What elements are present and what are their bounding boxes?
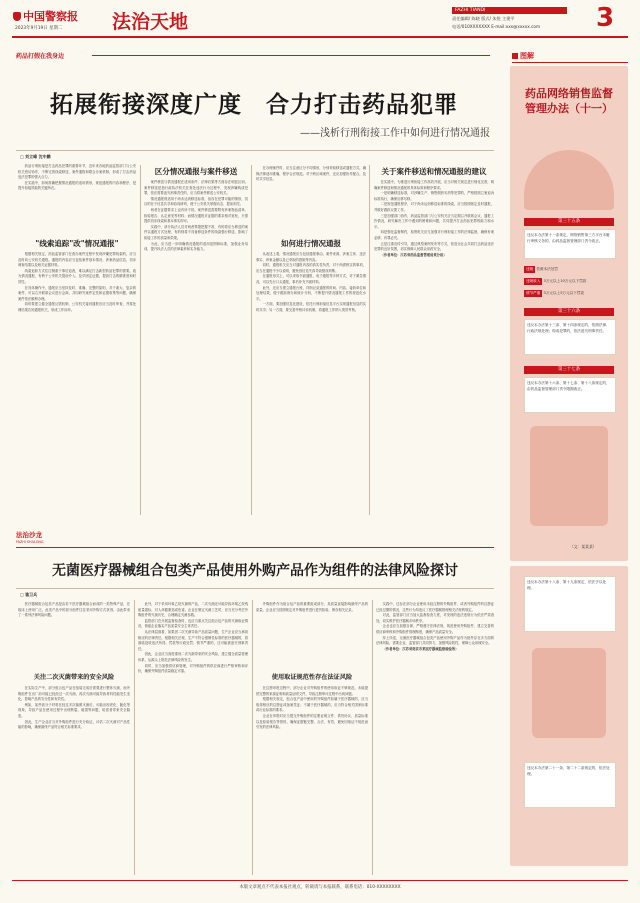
top-section-rule	[92, 55, 490, 56]
sidebar-item-text: 违反本办法第十三条、第十四条规定的，依照法律、行政法规处理；构成犯罪的，依法追究刑事责任。	[524, 319, 616, 355]
sidebar-panel	[510, 566, 628, 866]
masthead-logo	[13, 8, 103, 22]
bottom-section-label: 法治沙龙	[16, 531, 42, 539]
editors-line: 责任编辑/ 陈晓 版式/ 朱悦 主建平	[452, 16, 515, 21]
article-title: 拓展衔接深度广度 合力打击药品犯罪	[50, 92, 458, 118]
column-divider	[134, 600, 135, 875]
article-column: 在办理案件时，应当注意区分不同情形，分别采取移送或通报方式，确保法律适用准确，程序合法规范。对于跨区域案件，还应加强协作配合，及时共享信息。	[256, 166, 366, 182]
sidebar-title: 药品网络销售监督管理办法（十一）	[525, 87, 613, 115]
byline-rule	[16, 588, 494, 589]
paper-name: 中国警察报	[23, 10, 78, 23]
article-column: 医疗器械组合包类产品是由若干医疗器械组合而成的一类特殊产品，在临床上使用广泛。此类产品中的部分组件往往采用外购方式获得，由此带来了一系列法律风险问题。	[18, 602, 130, 618]
penalty-row	[524, 290, 624, 297]
illustration	[524, 150, 614, 210]
page-number: 3	[596, 3, 615, 33]
article-column: 在注册申报过程中，部分企业对外购组件的使用取证不够规范，未能提供完整的来源证明和质量证明文件，导致注册审评过程中出现问题。 根据相关规定，组合包产品中使用的外购组件如属于医疗器械的，应当取得相应的注册证或备案凭证；不属于医疗器械的，应当符合相关国家标准或行业标准的要求。 企业在申报时应当提交外购组件的注册证明文件、供货协议、质量标准以及检验报告等资料，确保证据链完整、合法、有效，避免因取证不规范而引发的法律风险。	[256, 686, 368, 730]
sidebar-credit: （文：某某某）	[570, 544, 597, 549]
author-note: （作者单位：江苏省药品监督管理局某分局）	[380, 252, 447, 257]
sidebar-item-label: 第三十五条	[524, 218, 614, 226]
severe-tag: 情节严重	[526, 291, 541, 295]
article-byline: □ 刘立峰 沈中鹏	[20, 154, 51, 159]
penalty-text: 3万元以上5万元以下罚款	[543, 291, 585, 295]
contact-line: 电话/010XXXXXXX E-mail:xxx@xxxxx.com	[452, 24, 541, 29]
sidebar-item-label: 第三十七条	[524, 366, 614, 374]
article-title: 无菌医疗器械组合包类产品使用外购产品作为组件的法律风险探讨	[52, 563, 458, 579]
column-divider	[140, 165, 141, 515]
violation-tag: 违规	[526, 267, 534, 271]
bottom-section-label-en: FAZHI SHALONG	[16, 540, 44, 544]
column-divider	[372, 600, 373, 875]
subhead: 关注二次灭菌带来的安全风险	[33, 674, 115, 681]
subhead: 关于案件移送和情况通报的建议	[381, 167, 487, 176]
sidebar-label: 图解	[512, 51, 628, 61]
section-title-en: FAZHI TIANDI	[452, 7, 567, 14]
article-column: 实践中，还存在部分企业使用未经注册的外购组件、或者外购组件的注册证已经过期的情况，这些行为均违反了医疗器械管理相关法规的规定。 对此，监管部门应当加大监督检查力度，对发现的违法违规行为依法严肃查处，切实维护医疗器械市场秩序。 企业也应当加强自律，严格遵守法律法规，规范使用外购组件，建立完善的供应商审核和外购组件管理制度，确保产品质量安全。 综上所述，无菌医疗器械组合包类产品使用外购产品作为组件存在多方面的法律风险，需要企业、监管部门共同努力，加强风险防控，保障公众用械安全。 （作者单位：江苏省南京市某医疗器械监督检验所）	[376, 602, 494, 651]
sidebar-rule	[512, 62, 628, 63]
penalty-row	[524, 278, 624, 285]
article-column: 药品行刑衔接是打击药品犯罪的重要环节，近年来各地药品监管部门与公安机关密切协作，不断完善线索移送、案件通报和联合办案机制，形成了打击药品违法犯罪的强大合力。 在实践中，如何准确把握情况通报的适用情形，规范通报的内容和程序，是提升衔接效能的关键所在。	[18, 164, 136, 191]
date-line: 2023年9月19日 星期二	[15, 26, 63, 31]
column-divider	[252, 600, 253, 875]
sidebar-item-label: 第三十六条	[524, 308, 614, 316]
article-byline: □ 谯卫兵	[20, 592, 38, 597]
article-column: 在实践中，为推进行刑衔接工作高效开展，应当对相关规定进行细化完善，明确案件移送和情况通报的具体标准和程序要求。 一是明确移送标准，对涉嫌生产、销售假药劣药等犯罪的，严格按照立案追诉标准执行，确保应移尽移。 二是规范通报程序，对于尚未达到移送标准的线索，应当按照规定及时通报，并做好跟踪反馈工作。 三是加强部门协作，药品监管部门与公安机关应当定期召开联席会议，通报工作情况，研究解决工作中遇到的困难和问题，共同提升打击药品犯罪的能力和水平。 四是强化监督制约，检察机关应当加强对行刑衔接工作的法律监督，确保有案必移、有罪必究。 五是注重宣传引导，通过典型案例发布等方式，营造全社会共同打击药品违法犯罪的良好氛围，切实保障人民群众用药安全。 （作者单位：江苏省药品监督管理局某分局）	[374, 180, 494, 257]
sidebar-item-text: 违反本办法第十六条、第十七条、第十八条规定的，由药品监督管理部门责令限期改正。	[524, 377, 616, 413]
column-divider	[369, 165, 370, 515]
bottom-section-rule	[16, 547, 494, 548]
shield-icon	[13, 12, 21, 21]
footer-rule	[12, 880, 628, 881]
penalty-text: 依照本法处罚	[536, 267, 558, 271]
article-column: 此外，对于采用环氧乙烷灭菌的产品，二次灭菌还可能导致环氧乙烷残留量超标，对人体健康造成危害。企业在制定灭菌工艺时，应当充分考虑外购组件的灭菌历史，合理确定灭菌参数。 监管部门在开展监督检查时，也应当重点关注组合包产品的灭菌验证情况，督促企业落实产品质量安全主体责任。 从法律层面看，如果因二次灭菌导致产品质量问题，生产企业应当承担相应的法律责任。根据相关法规，生产不符合强制性标准的医疗器械的，将面临没收违法所得、罚款等行政处罚；情节严重的，还可能被追究刑事责任。 因此，企业应当高度重视二次灭菌带来的安全风险，建立健全质量管理体系，从源头上防范法律风险的发生。 同时，应当加强供应商管理，对外购组件的供应商进行严格审核和评价，确保外购组件质量稳定可靠。	[138, 602, 248, 674]
penalty-text: 3万元以上10万元以下罚款	[543, 279, 587, 283]
picture-icon	[512, 53, 518, 59]
byline-rule	[16, 150, 494, 151]
author-note: （作者单位：江苏省南京市某医疗器械监督检验所）	[382, 646, 459, 651]
illustration	[530, 426, 608, 526]
subhead: 如何进行情况通报	[281, 239, 341, 248]
subhead: 使用取证规范性存在法证风险	[271, 674, 353, 681]
income-tag: 违规收入	[526, 279, 541, 283]
top-section-label: 药品打假在我身边	[16, 53, 65, 60]
article-column: 案件移送与情况通报在适用条件、法律后果等方面存在明显区别。案件移送是指行政执法机关在查处违法行为过程中，发现涉嫌构成犯罪，依法需要追究刑事责任的，应当将案件移送公安机关。 情况通报则适用于尚未达到移送标准，但存在犯罪可能的情形，其目的在于信息共享和协同研判，便于公安机关掌握动态、提前布控。 两者在证据要求上也有所不同。案件移送需要附有涉案物品清单、检验报告、认定意见等材料；而情况通报对证据的要求相对宽松，只需提供初步线索和基本事实即可。 实践中，部分执法人员对两者界限把握不准，有的将应当移送的案件以通报方式处理，有的则将不具备移送条件的线索强行移送，影响了衔接工作的质量和效果。 为此，应当进一步明确情况通报的适用范围和标准，加强业务培训，提升执法人员的法律素养和实务能力。	[144, 180, 248, 252]
article-column: 在实际生产中，部分组合包产品在组装完成后需要进行整体灭菌，而外购组件在出厂前可能已经经过一次灭菌，再次灭菌可能导致材料性能发生变化，影响产品的安全性和有效性。 例如，某些高分子材料在经过多次辐照灭菌后，可能出现老化、脆化等现象，导致产品在使用过程中出现断裂、破损等问题，给患者带来安全隐患。 因此，生产企业应当对外购组件进行充分验证，评估二次灭菌对产品性能的影响，确保最终产品符合相关标准要求。	[18, 686, 130, 730]
section-title: 法治天地	[112, 11, 189, 33]
article-column: 从表述上看，情况通报应当包括通报事由、案件来源、涉案主体、违法事实、涉案金额以及已采取的措施等内容。 同时，通报机关应当对通报内容的真实性负责，对于尚需核实的事项，应当在通报中予以说明，避免因信息失真导致错误判断。 在通报形式上，可以采取书面通报、电子通报等多种方式，对于紧急情况，可以先行口头通报，事后补充书面材料。 此外，还应当建立通报台账，详细记录通报的时间、内容、接收单位和处理结果，便于跟踪督办和统计分析，不断提升情况通报工作的规范化水平。 一方面，要加强信息化建设，依托行刑衔接信息平台实现通报信息的实时共享；另一方面，要完善考核评价机制，将通报工作纳入绩效考核。	[256, 252, 366, 312]
sidebar-panel	[510, 66, 628, 561]
subhead: "线索追踪"改"情况通报"	[35, 239, 119, 248]
sidebar-item-text: 违反本办法第十八条、第十九条规定，依法予以处理。	[524, 576, 616, 632]
footer-note: 本版文章观点不代表本报社观点，转载请与本报联系，联系电话：010-XXXXXXXX	[239, 885, 401, 890]
penalty-row	[524, 266, 624, 273]
subhead: 区分情况通报与案件移送	[154, 167, 238, 176]
illustration	[532, 648, 606, 738]
article-column: 外购组件作为组合包产品的重要组成部分，其质量直接影响最终产品的质量。企业应当按照规定对外购组件进行进货检验，保存相关记录。	[256, 602, 368, 612]
sidebar-item-text: 违反本办法第二十一条、第二十二条规定的，依法处理。	[524, 762, 616, 808]
header-rule	[12, 36, 628, 38]
column-divider	[251, 165, 252, 515]
article-column: 根据相关规定，药品监管部门在查办案件过程中发现涉嫌犯罪线索的，应当及时向公安机关通报。通报的内容应当包括案件基本情况、涉案药品信息、初步调查结果以及相关证据材料。 线索追踪方式往往侧重于事后追查，难以满足打击新型药品犯罪的需要。改为情况通报，有利于公安机关提前介入，及早固定证据，提高打击的精准度和时效性。 在具体操作中，通报应当坚持及时、准确、完整的原则，对于重大、复杂的案件，可以召开联席会议进行会商，共同研究案件定性和证据收集等问题，确保案件依法顺利办理。 同时要建立健全通报反馈机制，公安机关接到通报后应当及时审查，并将处理结果告知通报机关，形成工作闭环。	[18, 252, 136, 312]
sidebar-item-text: 违反本办法第十一条规定，网络销售第三方平台未履行审核义务的，由药品监督管理部门责令改正。	[524, 229, 616, 259]
article-subtitle: ——浅析行刑衔接工作中如何进行情况通报	[300, 128, 490, 139]
